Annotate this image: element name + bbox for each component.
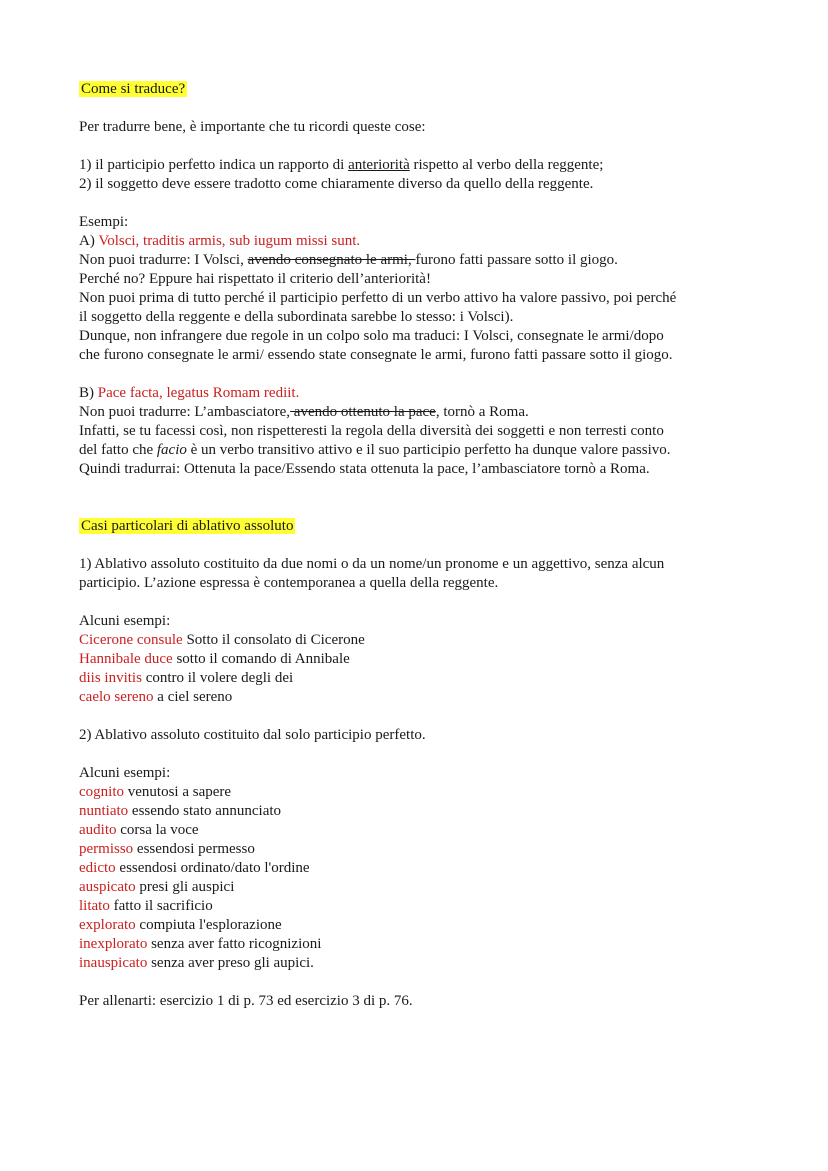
list-item	[79, 821, 768, 840]
underlined-word: anteriorità	[348, 157, 410, 173]
intro-text: Per tradurre bene, è importante che tu ricordi queste cose:	[79, 119, 426, 135]
translation: sotto il comando di Annibale	[172, 651, 350, 667]
latin-word: permisso	[79, 841, 134, 857]
highlighted-heading: Casi particolari di ablativo assoluto	[81, 518, 294, 534]
example-b-latin: Pace facta, legatus Romam rediit.	[97, 385, 300, 401]
list-item	[79, 859, 768, 878]
strikethrough-text: avendo consegnato le armi,	[247, 252, 416, 268]
translation: contro il volere degli dei	[141, 670, 294, 686]
translation: essendosi permesso	[133, 841, 255, 857]
example-a-prefix: A)	[79, 233, 99, 249]
translation: a ciel sereno	[153, 689, 233, 705]
example-b-explanation-2-end: è un verbo transitivo attivo e il suo participio perfetto ha dunque valore passivo.	[186, 442, 671, 458]
latin-word: litato	[79, 898, 110, 914]
examples-1-list	[79, 631, 768, 707]
examples-2-label: Alcuni esempi:	[79, 765, 171, 781]
highlighted-heading: Come si traduce?	[81, 81, 186, 97]
list-item	[79, 631, 768, 650]
latin-word: explorato	[79, 917, 136, 933]
latin-phrase: caelo sereno	[79, 689, 154, 705]
example-a-explanation-4: che furono consegnate le armi/ essendo state consegnate le armi, furono fatti passare sotto il giogo.	[79, 347, 673, 363]
rule-1-text: 1) il participio perfetto indica un rapporto di	[79, 157, 349, 173]
latin-word: inexplorato	[79, 936, 148, 952]
examples-1-label: Alcuni esempi:	[79, 613, 171, 629]
examples-2-list	[79, 783, 768, 973]
latin-word: nuntiato	[79, 803, 129, 819]
list-item	[79, 935, 768, 954]
italic-word: facio	[156, 442, 187, 458]
example-a-wrong	[79, 251, 768, 270]
example-a	[79, 232, 768, 251]
list-item	[79, 650, 768, 669]
latin-word: cognito	[79, 784, 124, 800]
latin-phrase: Hannibale duce	[79, 651, 173, 667]
translation: compiuta l'esplorazione	[135, 917, 282, 933]
list-item	[79, 878, 768, 897]
example-b-wrong-end: , tornò a Roma.	[435, 404, 529, 420]
translation: senza aver fatto ricognizioni	[147, 936, 322, 952]
example-a-why: Perché no? Eppure hai rispettato il criterio dell’anteriorità!	[79, 271, 431, 287]
translation: essendosi ordinato/dato l'ordine	[115, 860, 310, 876]
strikethrough-text: avendo ottenuto la pace	[290, 404, 436, 420]
rule-2: 2) il soggetto deve essere tradotto come chiaramente diverso da quello della reggente.	[79, 176, 594, 192]
example-a-explanation-1: Non puoi prima di tutto perché il participio perfetto di un verbo attivo ha valore passivo, poi perché	[79, 290, 677, 306]
practice-note: Per allenarti: esercizio 1 di p. 73 ed esercizio 3 di p. 76.	[79, 993, 413, 1009]
example-a-explanation-2: il soggetto della reggente e della subordinata sarebbe lo stesso: i Volsci).	[79, 309, 514, 325]
latin-word: auspicato	[79, 879, 136, 895]
example-a-explanation-3: Dunque, non infrangere due regole in un colpo solo ma traduci: I Volsci, consegnate le armi/dopo	[79, 328, 664, 344]
list-item	[79, 802, 768, 821]
translation: senza aver preso gli aupici.	[147, 955, 314, 971]
list-item	[79, 840, 768, 859]
latin-phrase: Cicerone consule	[79, 632, 183, 648]
example-a-latin: Volsci, traditis armis, sub iugum missi sunt.	[98, 233, 361, 249]
translation: presi gli auspici	[135, 879, 235, 895]
rule-1-text-end: rispetto al verbo della reggente;	[409, 157, 604, 173]
translation: essendo stato annunciato	[128, 803, 282, 819]
case-1-line-2: participio. L’azione espressa è contemporanea a quella della reggente.	[79, 575, 499, 591]
latin-word: inauspicato	[79, 955, 148, 971]
example-b-prefix: B)	[79, 385, 98, 401]
list-item	[79, 897, 768, 916]
section-heading-special-cases	[79, 517, 768, 536]
translation: venutosi a sapere	[124, 784, 232, 800]
latin-word: audito	[79, 822, 117, 838]
example-b-explanation-1: Infatti, se tu facessi così, non rispetteresti la regola della diversità dei soggetti e non terresti conto	[79, 423, 664, 439]
example-a-wrong-start: Non puoi tradurre: I Volsci,	[79, 252, 248, 268]
example-b-wrong-start: Non puoi tradurre: L’ambasciatore,	[79, 404, 291, 420]
translation: fatto il sacrificio	[109, 898, 213, 914]
examples-label: Esempi:	[79, 214, 129, 230]
translation: Sotto il consolato di Cicerone	[182, 632, 365, 648]
case-2: 2) Ablativo assoluto costituito dal solo participio perfetto.	[79, 727, 426, 743]
latin-word: edicto	[79, 860, 116, 876]
rule-1	[79, 156, 768, 175]
example-b-wrong	[79, 403, 768, 422]
latin-phrase: diis invitis	[79, 670, 142, 686]
list-item	[79, 669, 768, 688]
example-b-explanation-2-start: del fatto che	[79, 442, 157, 458]
example-b-explanation-3: Quindi tradurrai: Ottenuta la pace/Essendo stata ottenuta la pace, l’ambasciatore tornò a Roma.	[79, 461, 650, 477]
list-item	[79, 783, 768, 802]
list-item	[79, 688, 768, 707]
section-heading-translation	[79, 80, 768, 99]
example-b	[79, 384, 768, 403]
case-1-line-1: 1) Ablativo assoluto costituito da due nomi o da un nome/un pronome e un aggettivo, senza alcun	[79, 556, 665, 572]
list-item	[79, 916, 768, 935]
translation: corsa la voce	[116, 822, 199, 838]
example-a-wrong-end: furono fatti passare sotto il giogo.	[415, 252, 618, 268]
example-b-explanation-2	[79, 441, 768, 460]
list-item	[79, 954, 768, 973]
